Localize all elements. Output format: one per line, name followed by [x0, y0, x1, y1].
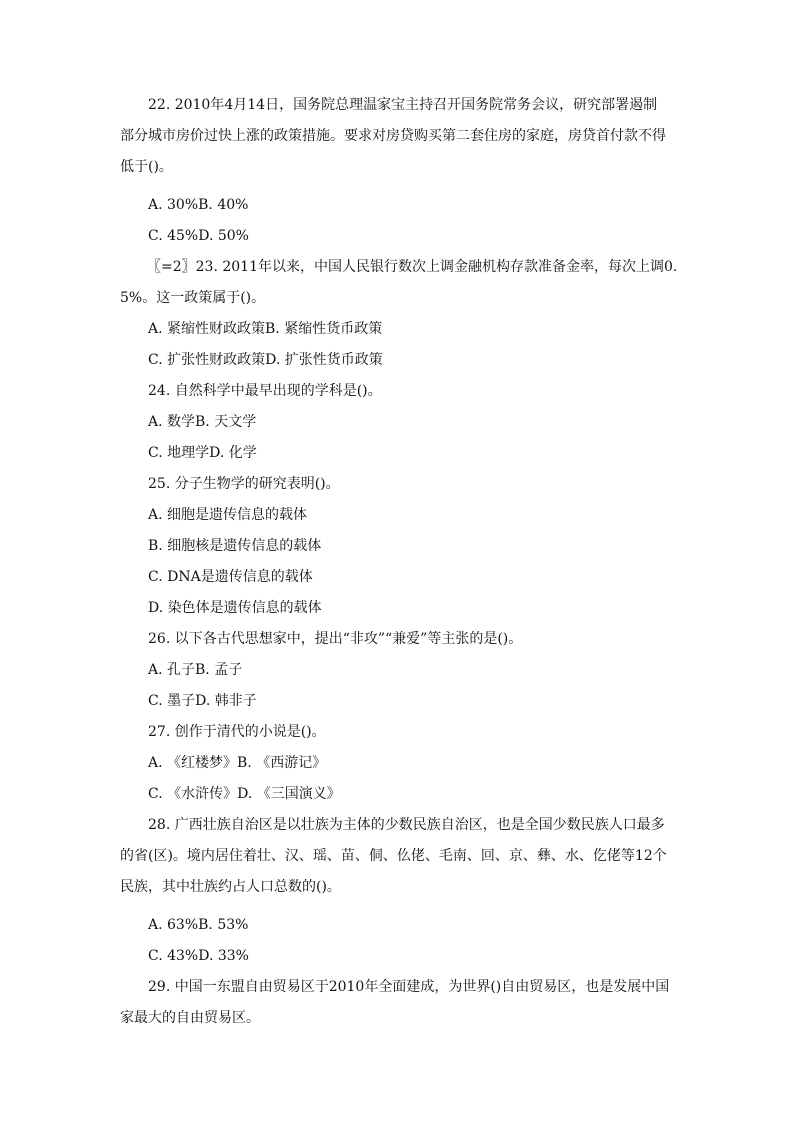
- q27-option-ab: A. 《红楼梦》B. 《西游记》: [148, 755, 327, 771]
- q23-option-cd: C. 扩张性财政政策D. 扩张性货币政策: [148, 352, 383, 368]
- q25-option-d: D. 染色体是遗传信息的载体: [148, 600, 322, 616]
- q25-option-b: B. 细胞核是遗传信息的载体: [148, 538, 322, 554]
- q29-line-2: 家最大的自由贸易区。: [120, 1010, 260, 1026]
- q24-option-cd: C. 地理学D. 化学: [148, 445, 257, 461]
- q28-option-cd: C. 43%D. 33%: [148, 948, 249, 964]
- q28-line-3: 民族，其中壮族约占人口总数的()。: [120, 879, 341, 895]
- q22-line-3: 低于()。: [120, 159, 173, 175]
- q22-line-2: 部分城市房价过快上涨的政策措施。要求对房贷购买第二套住房的家庭，房贷首付款不得: [120, 128, 666, 144]
- q23-line-2: 5%。这一政策属于()。: [120, 290, 266, 306]
- q24-option-ab: A. 数学B. 天文学: [148, 414, 257, 430]
- q26-option-ab: A. 孔子B. 孟子: [148, 662, 243, 678]
- q27-option-cd: C. 《水浒传》D. 《三国演义》: [148, 786, 341, 802]
- q24-line-1: 24. 自然科学中最早出现的学科是()。: [148, 383, 382, 399]
- q25-line-1: 25. 分子生物学的研究表明()。: [148, 476, 340, 492]
- q23-line-1: 〖=2〗23. 2011年以来，中国人民银行数次上调金融机构存款准备金率，每次上调0.: [147, 259, 678, 275]
- q29-line-1: 29. 中国一东盟自由贸易区于2010年全面建成，为世界()自由贸易区，也是发展中国: [148, 979, 670, 995]
- q22-line-1: 22. 2010年4月14日，国务院总理温家宝主持召开国务院常务会议，研究部署遏制: [148, 97, 658, 113]
- q25-option-c: C. DNA是遗传信息的载体: [148, 569, 313, 585]
- q25-option-a: A. 细胞是遗传信息的载体: [148, 507, 308, 523]
- q23-option-ab: A. 紧缩性财政政策B. 紧缩性货币政策: [148, 321, 383, 337]
- q28-line-2: 的省(区)。境内居住着壮、汉、瑶、苗、侗、仫佬、毛南、回、京、彝、水、仡佬等12个: [120, 848, 667, 864]
- q22-option-cd: C. 45%D. 50%: [148, 228, 249, 244]
- q28-option-ab: A. 63%B. 53%: [148, 917, 249, 933]
- q27-line-1: 27. 创作于清代的小说是()。: [148, 724, 326, 740]
- q22-option-ab: A. 30%B. 40%: [148, 197, 249, 213]
- q26-line-1: 26. 以下各古代思想家中，提出“非攻”“兼爱”等主张的是()。: [148, 631, 523, 647]
- q26-option-cd: C. 墨子D. 韩非子: [148, 693, 257, 709]
- q28-line-1: 28. 广西壮族自治区是以壮族为主体的少数民族自治区，也是全国少数民族人口最多: [148, 817, 665, 833]
